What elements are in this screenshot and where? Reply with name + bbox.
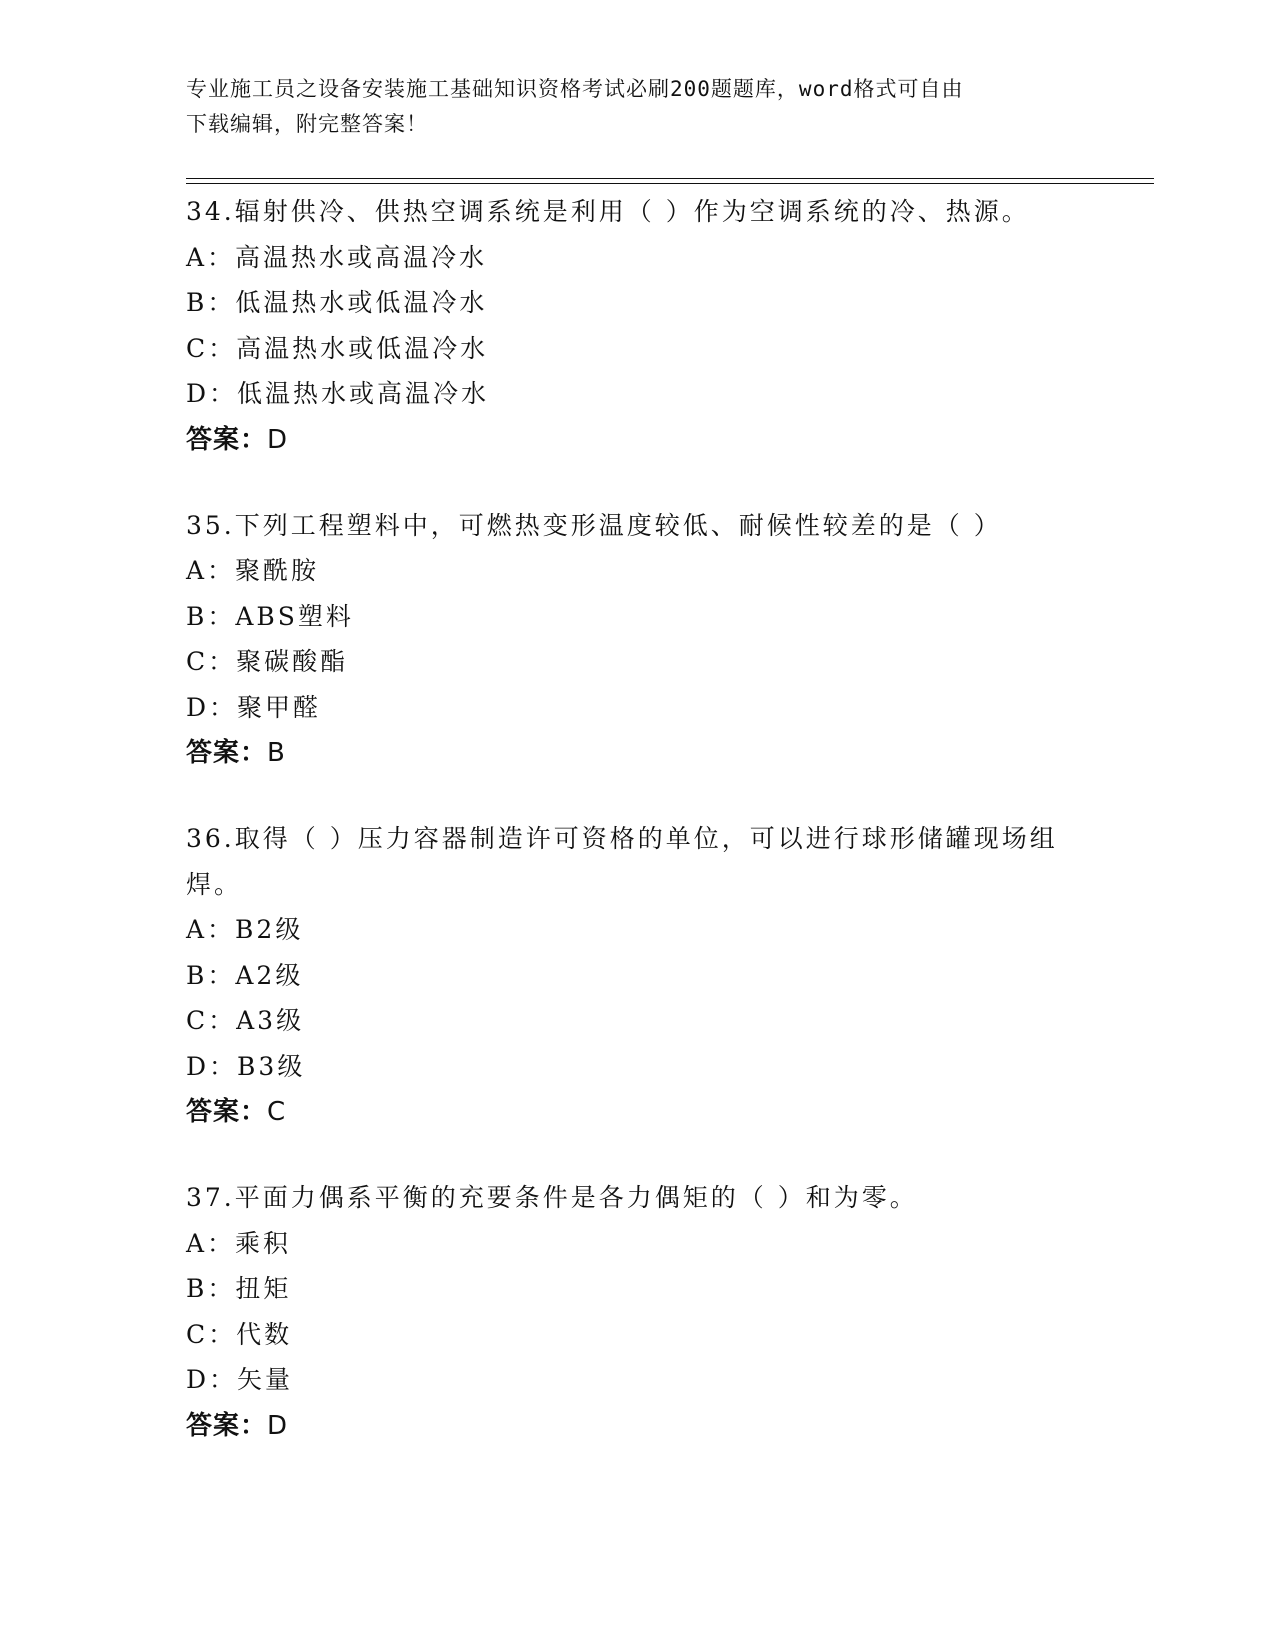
answer-label: 答案： — [186, 424, 268, 455]
answer-line — [186, 1089, 1086, 1135]
header-divider-bottom — [186, 183, 1154, 184]
option-c: C：A3级 — [186, 1006, 305, 1035]
question-text: 34.辐射供冷、供热空调系统是利用（ ）作为空调系统的冷、热源。 — [186, 197, 1030, 226]
header-line-2: 下载编辑，附完整答案！ — [186, 112, 428, 136]
option-c: C：聚碳酸酯 — [186, 647, 349, 676]
option-b: B：ABS塑料 — [186, 601, 354, 631]
header-line-1: 专业施工员之设备安装施工基础知识资格考试必刷200题题库，word格式可自由 — [186, 77, 964, 101]
question-list — [186, 189, 1086, 1489]
option-d: D：矢量 — [186, 1365, 294, 1394]
option-b: B：低温热水或低温冷水 — [186, 288, 488, 317]
document-header — [186, 72, 1076, 142]
option-c: C：高温热水或低温冷水 — [186, 333, 489, 363]
answer-label: 答案： — [186, 1097, 268, 1127]
option-a: A：B2级 — [186, 915, 304, 944]
option-b: B：扭矩 — [186, 1274, 292, 1303]
option-a: A：聚酰胺 — [186, 556, 320, 585]
option-c: C：代数 — [186, 1319, 293, 1349]
answer-line — [186, 417, 1086, 463]
question-text: 37.平面力偶系平衡的充要条件是各力偶矩的（ ）和为零。 — [186, 1183, 918, 1212]
option-b: B：A2级 — [186, 960, 304, 990]
answer-value: D — [267, 424, 289, 455]
option-a: A：高温热水或高温冷水 — [186, 242, 488, 272]
answer-value: B — [267, 738, 286, 768]
option-a: A：乘积 — [186, 1228, 292, 1258]
answer-label: 答案： — [186, 738, 268, 768]
answer-line — [186, 1403, 1086, 1449]
answer-value: C — [267, 1097, 287, 1127]
question-text: 36.取得（ ）压力容器制造许可资格的单位，可以进行球形储罐现场组焊。 — [186, 824, 1058, 899]
answer-line — [186, 730, 1086, 776]
option-d: D：聚甲醛 — [186, 692, 322, 722]
question-35 — [186, 503, 1086, 777]
option-d: D：B3级 — [186, 1051, 306, 1081]
option-d: D：低温热水或高温冷水 — [186, 379, 490, 408]
header-divider-top — [186, 178, 1154, 179]
answer-value: D — [267, 1410, 289, 1441]
question-36 — [186, 816, 1086, 1135]
question-34 — [186, 189, 1086, 463]
question-text: 35.下列工程塑料中，可燃热变形温度较低、耐候性较差的是（ ） — [186, 510, 1002, 540]
answer-label: 答案： — [186, 1410, 268, 1441]
question-37 — [186, 1175, 1086, 1449]
